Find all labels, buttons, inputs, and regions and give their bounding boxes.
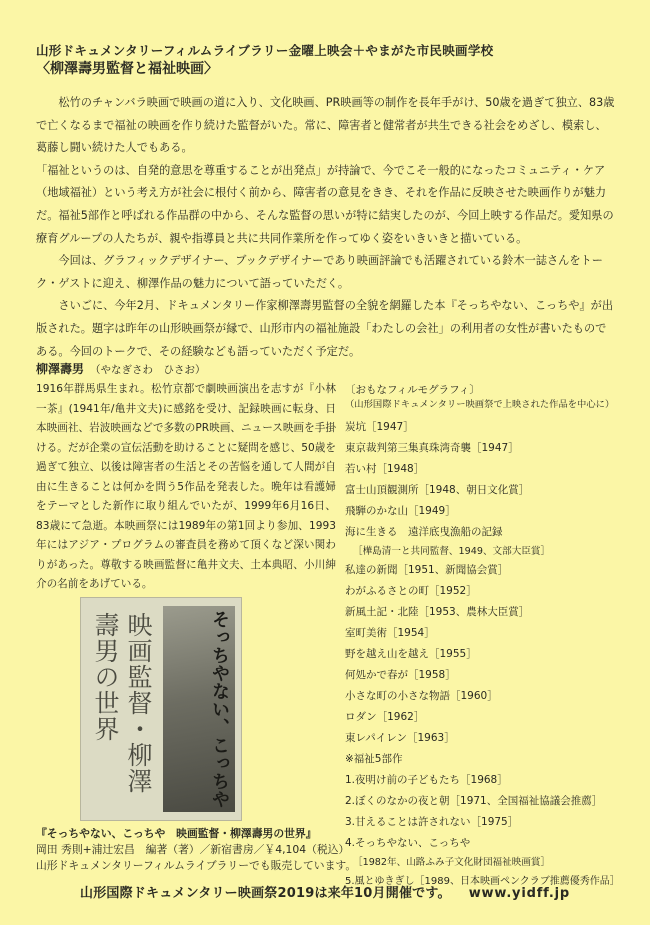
film-item: ロダン［1962］ (345, 711, 425, 723)
film-item: 3.甘えることは許されない［1975］ (345, 816, 519, 828)
film-item-note: ［樺島清一と共同監督、1949、文部大臣賞］ (353, 546, 551, 557)
bio-heading (36, 359, 206, 380)
film-item: 炭坑［1947］ (345, 421, 414, 433)
intro-paragraph-3: 今回は、グラフィックデザイナー、ブックデザイナーであり映画評論でも活躍されている鈴木一誌さんをトーク・ゲストに迎え、柳澤作品の魅力について語っていただく。 (36, 254, 603, 290)
book-title: 『そっちやない、こっちや 映画監督・柳澤壽男の世界』 (36, 827, 317, 840)
director-name-reading: （やなぎさわ ひさお） (90, 364, 206, 376)
book-cover-title: 映画監督・柳澤壽男の世界 (91, 612, 153, 794)
filmography-list (345, 417, 630, 892)
film-item: 4.そっちやない、こっちや (345, 837, 471, 849)
film-item: 東レパイレン［1963］ (345, 732, 455, 744)
film-item-note: ［1982年、山路ふみ子文化財団福祉映画賞］ (353, 857, 551, 868)
book-cover-image (80, 597, 242, 821)
book-info (36, 826, 356, 874)
film-item: 海に生きる 遠洋底曳漁船の記録 (345, 526, 503, 538)
film-item: 東京裁判第三集真珠湾奇襲［1947］ (345, 442, 519, 454)
film-item: 何処かで春が［1958］ (345, 669, 456, 681)
film-item: 野を越え山を越え［1955］ (345, 648, 477, 660)
film-item: 5.風とゆきぎし［1989、日本映画ペンクラブ推薦優秀作品］ (345, 876, 620, 887)
welfare-series-heading: ※福祉5部作 (345, 753, 403, 765)
intro-paragraph-2: 「福祉というのは、自発的意思を尊重することが出発点」が持論で、今でこそ一般的になったコミュニティ・ケア（地域福祉）という考え方が社会に根付く前から、障害者の意見をきき、それを作品に反映させた映画作りが魅力だ。福祉5部作と呼ばれる作品群の中から、そんな監督の思いが特に結実したのが、今回上映する作品だ。愛知県の療育グループの人たちが、親や指導員と共に共同作業所を作ってゆく姿をいきいきと描いている。 (36, 163, 614, 245)
book-publication: 岡田 秀則+浦辻宏昌 編著（著）／新宿書房／￥4,104（税込） (36, 843, 350, 856)
film-item: 私達の新聞［1951、新聞協会賞］ (345, 564, 509, 576)
header (36, 42, 626, 79)
director-biography: 1916年群馬県生まれ。松竹京都で劇映画演出を志すが『小林一茶』(1941年/亀井文夫)に感銘を受け、記録映画に転身、日本映画社、岩波映画などで多数のPR映画、ニュース映画を手掛ける。だが企業の宣伝活動を助けることに疑問を感じ、50歳を過ぎて独立、以後は障害者の生活とその苦悩を通して人間が自由に生きることは何かを問う5作品を発表した。晩年は看護婦をテーマとした新作に取り組んでいたが、1999年6月16日、83歳にて急逝。本映画祭には1989年の第1回より参加、1993年にはアジア・プログラムの審査員を務めて頂くなど深い関わりがあった。尊敬する映画監督に亀井文夫、土本典昭、小川紳介の名前をあげている。 (36, 383, 336, 590)
book-availability: 山形ドキュメンタリーフィルムライブラリーでも販売しています。 (36, 859, 357, 872)
footer (0, 884, 650, 904)
film-item: 2.ぼくのなかの夜と朝［1971、全国福祉協議会推薦］ (345, 795, 603, 807)
filmography-subheading: （山形国際ドキュメンタリー映画祭で上映された作品を中心に） (345, 399, 615, 410)
film-item: 1.夜明け前の子どもたち［1968］ (345, 774, 508, 786)
book-cover-calligraphy: そっちやない、こっちや (209, 610, 230, 808)
film-item: 新風土記・北陸［1953、農林大臣賞］ (345, 606, 530, 618)
director-name: 柳澤壽男 (36, 362, 85, 376)
film-item: 富士山頂観測所［1948、朝日文化賞］ (345, 484, 530, 496)
film-item: 室町美術［1954］ (345, 627, 435, 639)
intro-text (36, 92, 616, 363)
intro-paragraph-4: さいごに、今年2月、ドキュメンタリー作家柳澤壽男監督の全貌を網羅した本『そっちやない、こっちや』が出版された。題字は昨年の山形映画祭が縁で、山形市内の福祉施設「わたしの会社」の利用者の女性が書いたものである。今回のトークで、その経験なども語っていただく予定だ。 (36, 299, 614, 358)
filmography-heading: 〔おもなフィルモグラフィ〕 (345, 384, 480, 396)
festival-announcement: 山形国際ドキュメンタリー映画祭2019は来年10月開催です。 (80, 886, 451, 901)
page-title: 〈柳澤壽男監督と福祉映画〉 (36, 61, 218, 77)
film-item: 若い村［1948］ (345, 463, 425, 475)
series-name: 山形ドキュメンタリーフィルムライブラリー金曜上映会＋やまがた市民映画学校 (36, 43, 494, 58)
director-photo (163, 606, 235, 812)
intro-paragraph-1: 松竹のチャンバラ映画で映画の道に入り、文化映画、PR映画等の制作を長年手がけ、50歳を過ぎて独立、83歳で亡くなるまで福祉の映画を作り続けた監督がいた。常に、障害者と健常者が共生できる社会をめざし、模索し、葛藤し闘い続けた人でもある。 (36, 96, 615, 155)
film-item: わがふるさとの町［1952］ (345, 585, 477, 597)
film-item: 小さな町の小さな物語［1960］ (345, 690, 498, 702)
film-item: 飛騨のかな山［1949］ (345, 505, 456, 517)
website-url: www.yidff.jp (468, 886, 570, 901)
filmography (345, 383, 630, 892)
